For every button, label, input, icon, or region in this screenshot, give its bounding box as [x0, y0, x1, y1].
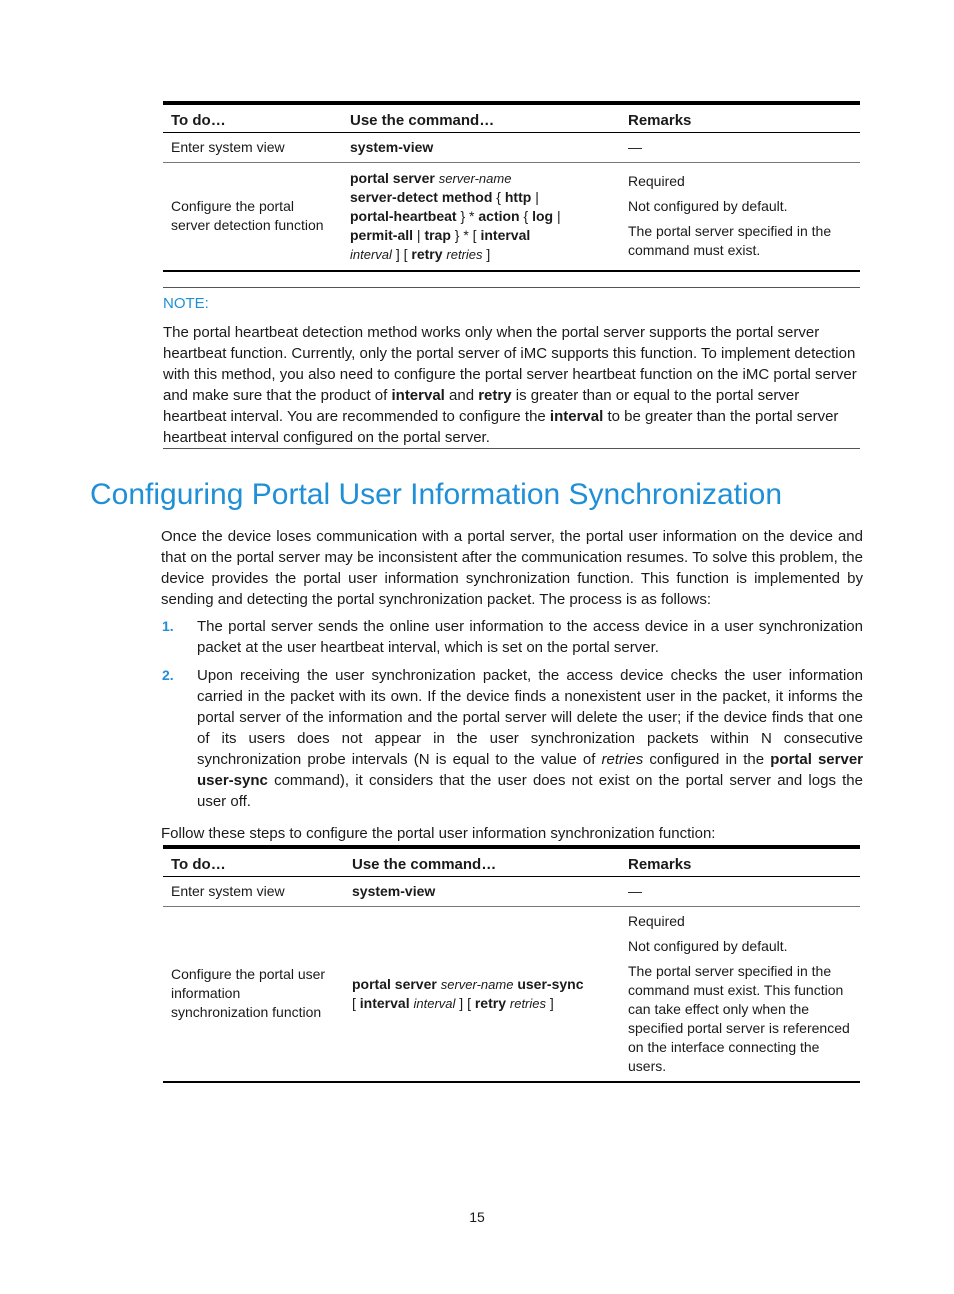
step-keyword: portal server user-sync [197, 751, 864, 789]
cmd-keyword: interval [359, 994, 410, 1011]
cmd-keyword: retry [411, 245, 443, 262]
cmd-keyword: action [478, 207, 520, 224]
cmd-argument: server-name [438, 170, 512, 186]
command-cell: system-view [352, 883, 436, 899]
note-text-part: The portal heartbeat detection method works only when the portal server supports the portal server heartbeat function. Currently, only the portal server of iMC supports this function. To implement detection with this method, you also need to configure the portal server heartbeat function on the iMC portal server and make sure that the product of [163, 324, 857, 404]
todo-cell: Configure the portal server detection function [171, 198, 324, 234]
note-text-part: is greater than or equal to the portal server heartbeat interval. You are recommended to configure the [163, 387, 800, 425]
cmd-syntax: } * [ [454, 226, 477, 243]
cmd-syntax: ] [ [395, 245, 408, 262]
table-row [163, 163, 860, 271]
header-command: Use the command… [350, 112, 495, 129]
step-argument: retries [601, 751, 644, 768]
remark-line: The portal server specified in the command must exist. This function can take effect only when the specified portal server is referenced on the interface connecting the users. [628, 962, 850, 1074]
command-cell [344, 907, 620, 1082]
note-keyword: retry [478, 387, 512, 404]
header-remarks: Remarks [628, 112, 692, 129]
step-text-part: Upon receiving the user synchronization packet, the access device checks the user information carried in the packet with its own. If the device finds a nonexistent user in the packet, it informs the portal server of the information and the portal server will delete the user; if the device finds that one of its users does not appear in the user synchronization packets within N consecutive synchronization probe intervals (N is equal to the value of [197, 667, 863, 768]
note-text-part: to be greater than the portal server heartbeat interval configured on the portal server. [163, 408, 839, 446]
cmd-keyword: portal server [352, 975, 437, 992]
table-header-row [163, 847, 860, 877]
intro-paragraph: Once the device loses communication with a portal server, the portal user information on the device and that on the portal server may be inconsistent after the communication resumes. To solve this problem, the device provides the portal user information synchronization function. This function is implemented by sending and detecting the portal synchronization packet. The process is as follows: [161, 528, 863, 608]
cmd-argument: retries [509, 995, 547, 1011]
command-cell [342, 163, 620, 271]
remarks-cell: — [628, 139, 642, 155]
cmd-syntax: ] [ [459, 994, 471, 1011]
step-number: 1. [162, 618, 174, 634]
table-header-row [163, 103, 860, 133]
note-text [163, 322, 863, 448]
cmd-keyword: portal server [350, 169, 435, 186]
note-label: NOTE: [163, 295, 209, 312]
step-text [197, 665, 863, 812]
cmd-keyword: server-detect method [350, 188, 493, 205]
cmd-keyword: user-sync [517, 975, 584, 992]
cmd-syntax: } * [460, 207, 475, 224]
header-command: Use the command… [352, 856, 497, 873]
step-text: The portal server sends the online user information to the access device in a user synchronization packet at the user heartbeat interval, which is set on the portal server. [197, 618, 863, 656]
cmd-syntax: { [496, 188, 501, 205]
cmd-argument: interval [350, 246, 392, 262]
note-divider-top [163, 287, 860, 288]
cmd-keyword: portal-heartbeat [350, 207, 457, 224]
page-number: 15 [469, 1209, 485, 1225]
cmd-syntax: ] [549, 994, 554, 1011]
cmd-keyword: retry [474, 994, 506, 1011]
cmd-syntax: ] [486, 245, 491, 262]
todo-cell: Enter system view [171, 883, 285, 899]
remarks-cell [620, 163, 860, 271]
cmd-syntax: { [523, 207, 529, 224]
cmd-argument: interval [413, 995, 456, 1011]
cmd-keyword: permit-all [350, 226, 414, 243]
step-text-part: configured in the [649, 751, 765, 768]
cmd-keyword: http [504, 188, 532, 205]
step-number: 2. [162, 667, 174, 683]
cmd-argument: server-name [440, 976, 514, 992]
note-keyword: interval [549, 408, 604, 425]
remark-line: Not configured by default. [628, 937, 788, 954]
command-table-detection [163, 101, 860, 272]
cmd-syntax: | [416, 226, 421, 243]
note-text-part: and [449, 387, 475, 404]
header-remarks: Remarks [628, 856, 692, 873]
table-row [163, 907, 860, 1082]
note-keyword: interval [391, 387, 445, 404]
remark-line: Not configured by default. [628, 198, 788, 215]
remarks-cell: — [628, 883, 642, 899]
step-text-part: command), it considers that the user does not exist on the portal server and logs the user off. [197, 772, 863, 810]
table-row [163, 133, 860, 163]
table-row [163, 877, 860, 907]
command-table-sync [163, 845, 860, 1083]
cmd-argument: retries [446, 246, 483, 262]
follow-paragraph: Follow these steps to configure the portal user information synchronization function: [161, 825, 716, 842]
cmd-keyword: interval [480, 226, 531, 243]
remarks-cell [620, 907, 860, 1082]
header-todo: To do… [171, 856, 226, 873]
cmd-syntax: | [556, 207, 561, 224]
cmd-keyword: trap [424, 226, 451, 243]
section-heading: Configuring Portal User Information Synchronization [90, 478, 783, 511]
note-divider-bottom [163, 448, 860, 449]
cmd-syntax: | [535, 188, 539, 205]
remark-line: The portal server specified in the command must exist. [628, 223, 832, 259]
cmd-syntax: [ [352, 994, 356, 1011]
header-todo: To do… [171, 112, 226, 129]
cmd-keyword: log [532, 207, 554, 224]
todo-cell: Enter system view [171, 139, 285, 155]
todo-cell: Configure the portal user information synchronization function [171, 966, 326, 1021]
command-cell: system-view [350, 139, 434, 155]
remark-line: Required [628, 173, 685, 190]
remark-line: Required [628, 912, 685, 929]
